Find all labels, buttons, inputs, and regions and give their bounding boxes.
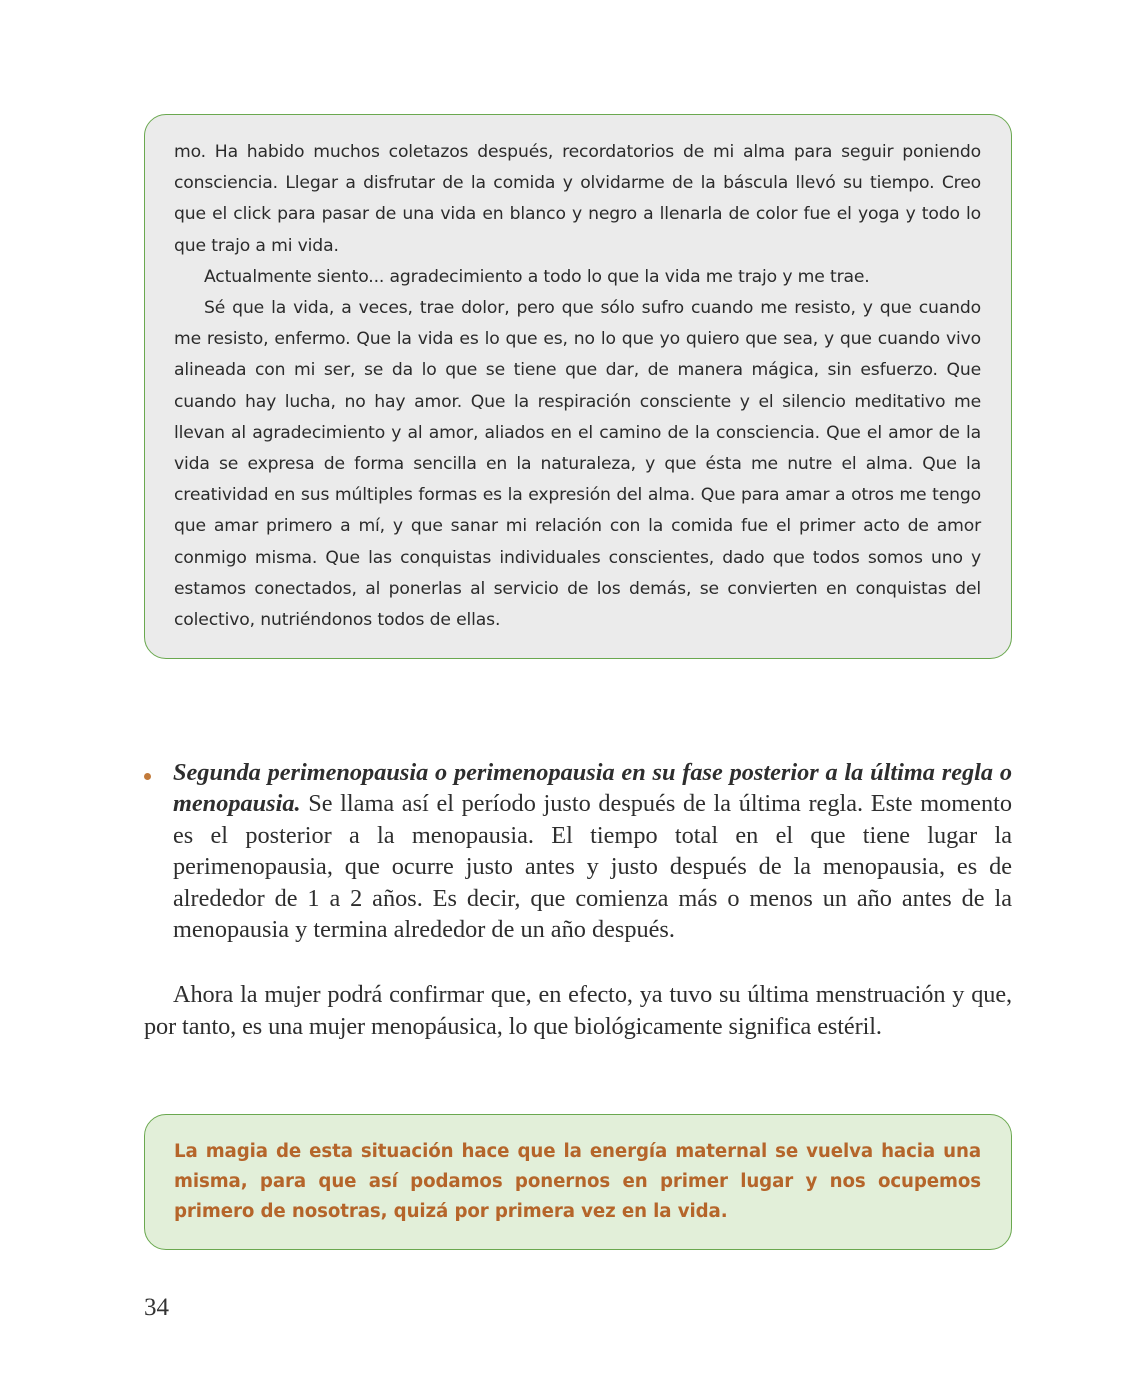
bullet-term: Segunda perimenopausia o perimenopausia en su fase posterior a la última regla o menopausia. (173, 759, 1012, 818)
body-paragraph: Ahora la mujer podrá confirmar que, en efecto, ya tuvo su última menstruación y que, por tanto, es una mujer menopáusica, lo que biológicamente significa estéril. (144, 981, 1012, 1040)
page-number: 34 (144, 1294, 169, 1321)
testimony-paragraph-2: Actualmente siento... agradecimiento a todo lo que la vida me trajo y me trae. (204, 266, 870, 287)
testimony-paragraph-1: mo. Ha habido muchos coletazos después, recordatorios de mi alma para seguir poniendo consciencia. Llegar a disfrutar de la comida y olvidarme de la báscula llevó su tiempo. Creo que el click para pasar de una vida en blanco y negro a llenarla de color fue el yoga y todo lo que trajo a mi vida. (174, 142, 981, 256)
bullet-text: Se llama así el período justo después de la última regla. Este momento es el posterior a la menopausia. El tiempo total en el que tiene lugar la perimenopausia, que ocurre justo antes y justo después de la menopausia, es de alrededor de 1 a 2 años. Es decir, que comienza más o menos un año antes de la menopausia y termina alrededor de un año después. (173, 790, 1012, 944)
highlight-box (144, 1114, 1012, 1250)
bullet-dot-icon (144, 773, 151, 780)
testimony-paragraph-3: Sé que la vida, a veces, trae dolor, pero que sólo sufro cuando me resisto, y que cuando me resisto, enfermo. Que la vida es lo que es, no lo que yo quiero que sea, y que cuando vivo alineada con mi ser, se da lo que se tiene que dar, de manera mágica, sin esfuerzo. Que cuando hay lucha, no hay amor. Que la respiración consciente y el silencio meditativo me llevan al agradecimiento y al amor, aliados en el camino de la consciencia. Que el amor de la vida se expresa de forma sencilla en la naturaleza, y que ésta me nutre el alma. Que la creatividad en sus múltiples formas es la expresión del alma. Que para amar a otros me tengo que amar primero a mí, y que sanar mi relación con la comida fue el primer acto de amor conmigo misma. Que las conquistas individuales conscientes, dado que todos somos uno y estamos conectados, al ponerlas al servicio de los demás, se convierten en conquistas del colectivo, nutriéndonos todos de ellas. (174, 298, 981, 631)
highlight-text: La magia de esta situación hace que la energía maternal se vuelva hacia una misma, para que así podamos ponernos en primer lugar y nos ocupemos primero de nosotras, quizá por primera vez en la vida. (174, 1141, 981, 1222)
testimony-box (144, 114, 1012, 659)
body-section (144, 757, 1012, 1042)
bullet-item (144, 757, 1012, 945)
